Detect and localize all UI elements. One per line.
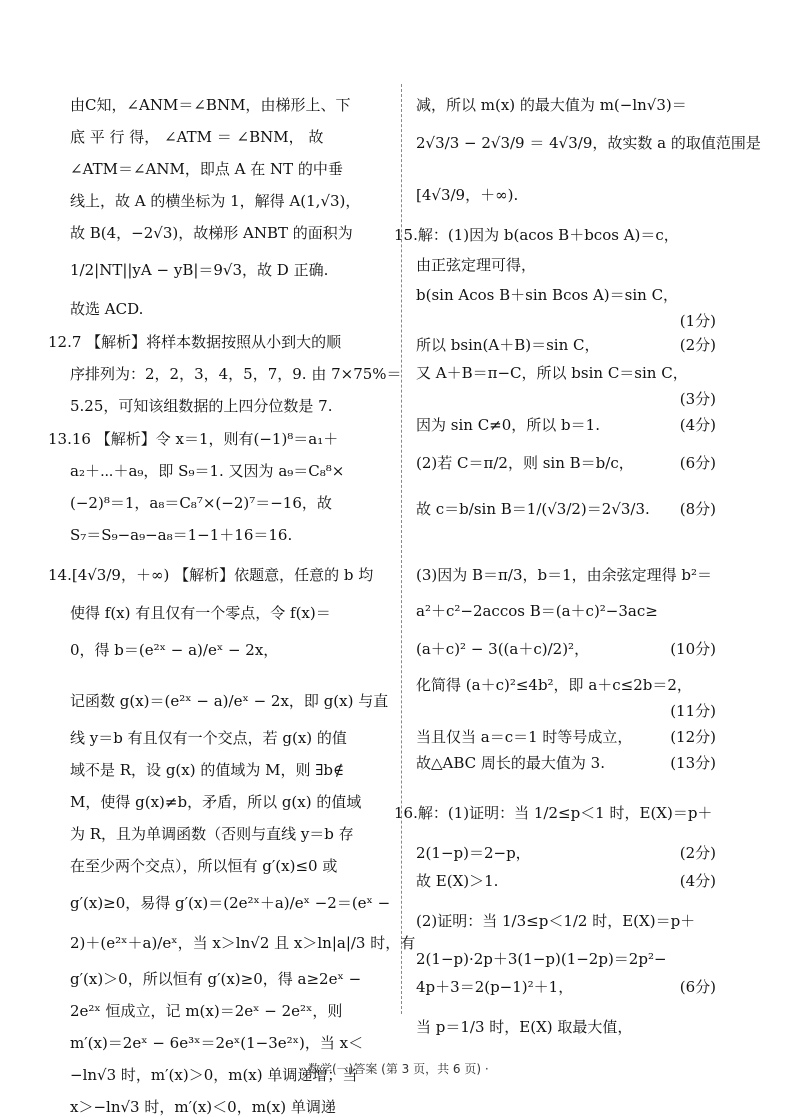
score-label: (11分) [670, 702, 716, 720]
text-line: 故△ABC 周长的最大值为 3. [416, 754, 605, 772]
text-line: 0，得 b＝(e²ˣ − a)/eˣ − 2x， [70, 641, 279, 659]
text-line: (−2)⁸＝1，a₈＝C₈⁷×(−2)⁷＝−16，故 [70, 494, 332, 512]
text-line: 线上，故 A 的横坐标为 1，解得 A(1,√3)， [70, 192, 361, 210]
score-label: (13分) [670, 754, 716, 772]
text-line: (a＋c)² − 3((a＋c)/2)²， [416, 640, 590, 658]
text-line: 因为 sin C≠0，所以 b＝1. [416, 416, 600, 434]
text-line: 当 p＝1/3 时，E(X) 取最大值， [416, 1018, 633, 1036]
text-line: S₇＝S₉−a₉−a₈＝1−1＋16＝16. [70, 526, 293, 544]
answer-16: 16.解：(1)证明：当 1/2≤p＜1 时，E(X)＝p＋ [394, 804, 713, 822]
text-line: 2(1−p)＝2−p， [416, 844, 531, 862]
text-line: 2(1−p)·2p＋3(1−p)(1−2p)＝2p²− [416, 950, 667, 968]
text-line: 序排列为：2，2，3，4，5，7，9. 由 7×75%＝ [70, 365, 402, 383]
score-label: (6分) [679, 978, 716, 996]
score-label: (2分) [679, 844, 716, 862]
score-label: (4分) [679, 872, 716, 890]
text-line: 记函数 g(x)＝(e²ˣ − a)/eˣ − 2x，即 g(x) 与直 [70, 692, 389, 710]
text-line: 由正弦定理可得， [416, 256, 537, 274]
answer-12: 12.7 【解析】将样本数据按照从小到大的顺 [48, 333, 342, 351]
text-line: (2)若 C＝π/2，则 sin B＝b/c， [416, 454, 634, 472]
text-line: (3)因为 B＝π/3，b＝1，由余弦定理得 b²＝ [416, 566, 713, 584]
score-label: (8分) [679, 500, 716, 518]
text-line: g′(x)＞0，所以恒有 g′(x)≥0，得 a≥2eˣ − [70, 970, 362, 988]
text-line: 底 平 行 得， ∠ATM ＝ ∠BNM， 故 [70, 128, 324, 146]
text-line: 故选 ACD. [70, 300, 144, 318]
text-line: 2)＋(e²ˣ＋a)/eˣ，当 x＞ln√2 且 x＞ln|a|/3 时，有 [70, 934, 416, 952]
text-line: x＞−ln√3 时，m′(x)＜0，m(x) 单调递 [70, 1098, 336, 1116]
score-label: (1分) [679, 312, 716, 330]
text-line: 为 R，且为单调函数（否则与直线 y＝b 存 [70, 825, 354, 843]
text-line: 化简得 (a＋c)²≤4b²，即 a＋c≤2b＝2， [416, 676, 692, 694]
score-label: (6分) [679, 454, 716, 472]
text-line: M，使得 g(x)≠b，矛盾，所以 g(x) 的值域 [70, 793, 362, 811]
text-line: b(sin Acos B＋sin Bcos A)＝sin C， [416, 286, 679, 304]
text-line: 在至少两个交点），所以恒有 g′(x)≤0 或 [70, 857, 338, 875]
text-line: 由C知，∠ANM＝∠BNM，由梯形上、下 [70, 96, 351, 114]
text-line: a₂＋⋯＋a₉，即 S₉＝1. 又因为 a₉＝C₈⁸× [70, 462, 345, 480]
text-line: ∠ATM＝∠ANM，即点 A 在 NT 的中垂 [70, 160, 343, 178]
answer-14: 14.[4√3/9，＋∞) 【解析】依题意，任意的 b 均 [48, 566, 374, 584]
text-line: 4p＋3＝2(p−1)²＋1， [416, 978, 574, 996]
score-label: (4分) [679, 416, 716, 434]
score-label: (10分) [670, 640, 716, 658]
answer-15: 15.解：(1)因为 b(acos B＋bcos A)＝c， [394, 226, 679, 244]
text-line: 线 y＝b 有且仅有一个交点，若 g(x) 的值 [70, 729, 347, 747]
text-line: 故 E(X)＞1. [416, 872, 499, 890]
text-line: m′(x)＝2eˣ − 6e³ˣ＝2eˣ(1−3e²ˣ)，当 x＜ [70, 1034, 364, 1052]
text-line: 2e²ˣ 恒成立，记 m(x)＝2eˣ − 2e²ˣ，则 [70, 1002, 343, 1020]
text-line: 故 B(4，−2√3)，故梯形 ANBT 的面积为 [70, 224, 353, 242]
score-label: (12分) [670, 728, 716, 746]
text-line: 2√3/3 − 2√3/9 ＝ 4√3/9，故实数 a 的取值范围是 [416, 134, 761, 152]
text-line: 5.25，可知该组数据的上四分位数是 7. [70, 397, 333, 415]
page-footer: · 数学(一)答案 (第 3 页，共 6 页) · [300, 1062, 489, 1076]
text-line: 域不是 R，设 g(x) 的值域为 M，则 ∃b∉ [70, 761, 345, 779]
text-line: a²＋c²−2accos B＝(a＋c)²−3ac≥ [416, 602, 658, 620]
text-line: 故 c＝b/sin B＝1/(√3/2)＝2√3/3. [416, 500, 650, 518]
text-line: 减，所以 m(x) 的最大值为 m(−ln√3)＝ [416, 96, 687, 114]
text-line: 所以 bsin(A＋B)＝sin C， [416, 336, 600, 354]
answer-13: 13.16 【解析】令 x＝1，则有(−1)⁸＝a₁＋ [48, 430, 339, 448]
score-label: (2分) [679, 336, 716, 354]
text-line: [4√3/9，＋∞). [416, 186, 519, 204]
text-line: (2)证明：当 1/3≤p＜1/2 时，E(X)＝p＋ [416, 912, 696, 930]
text-line: 当且仅当 a＝c＝1 时等号成立， [416, 728, 633, 746]
text-line: 使得 f(x) 有且仅有一个零点，令 f(x)＝ [70, 604, 331, 622]
text-line: 又 A＋B＝π−C，所以 bsin C＝sin C， [416, 364, 688, 382]
text-line: g′(x)≥0，易得 g′(x)＝(2e²ˣ＋a)/eˣ −2＝(eˣ − [70, 894, 391, 912]
text-line: 1/2|NT||yA − yB|＝9√3，故 D 正确. [70, 261, 329, 279]
score-label: (3分) [679, 390, 716, 408]
text-line: −ln√3 时，m′(x)＞0，m(x) 单调递增；当 [70, 1066, 358, 1084]
